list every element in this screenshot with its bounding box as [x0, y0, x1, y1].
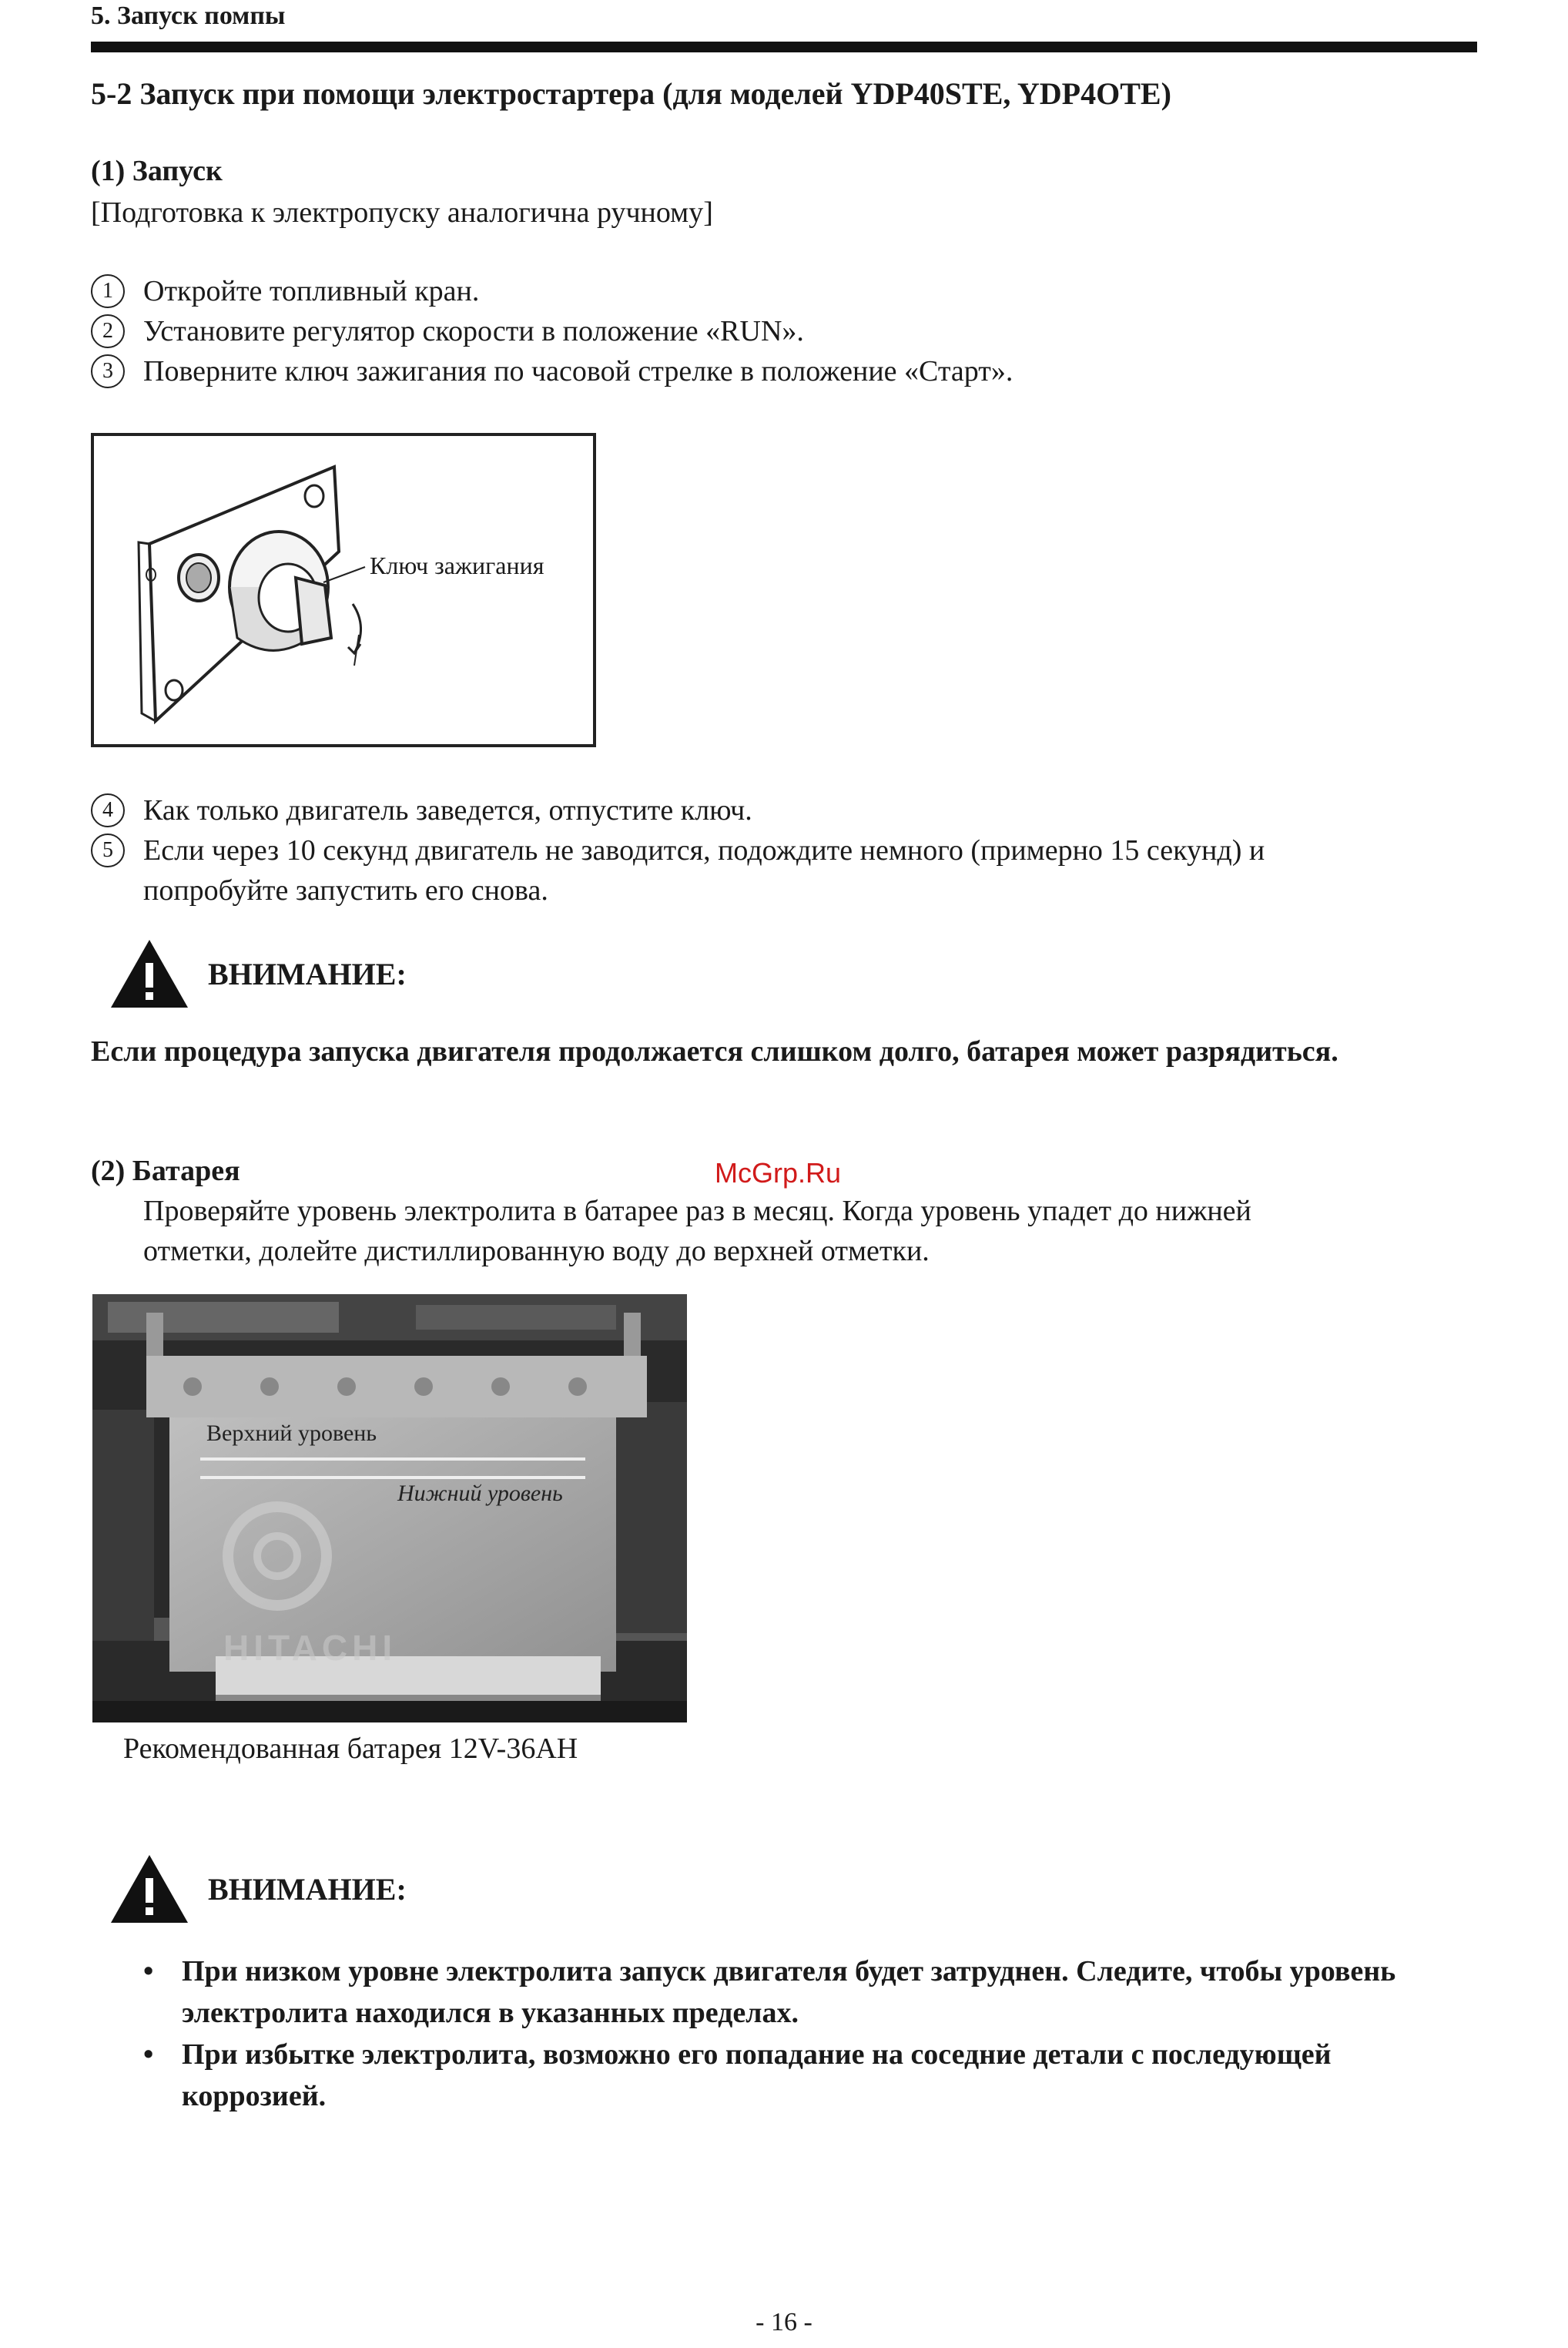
battery-brand-text: HITACHI: [223, 1628, 397, 1668]
step-number: 1: [91, 274, 125, 308]
step-5: [91, 834, 1265, 867]
warning-1-text: Если процедура запуска двигателя продолжается слишком долго, батарея может разрядиться.: [91, 1035, 1338, 1068]
step-number: 2: [91, 314, 125, 348]
battery-text-line-2: отметки, долейте дистиллированную воду до верхней отметки.: [143, 1235, 930, 1267]
step-1: [91, 274, 479, 308]
step-text: Поверните ключ зажигания по часовой стрелке в положение «Старт».: [143, 355, 1014, 387]
step-text: Как только двигатель заведется, отпустите ключ.: [143, 794, 752, 827]
step-number: 5: [91, 834, 125, 867]
step-3: [91, 354, 1013, 388]
ignition-key-figure: [91, 433, 596, 747]
battery-photo: [92, 1294, 687, 1722]
step-5-continuation: попробуйте запустить его снова.: [143, 874, 548, 907]
battery-text-line-1: Проверяйте уровень электролита в батарее раз в месяц. Когда уровень упадет до нижней: [143, 1195, 1251, 1227]
list-item-text: При избытке электролита, возможно его попадание на соседние детали с последующей коррозией.: [182, 2038, 1332, 2112]
lower-level-label: Нижний уровень: [397, 1481, 563, 1506]
watermark: McGrp.Ru: [715, 1157, 842, 1189]
step-text: Откройте топливный кран.: [143, 275, 480, 307]
start-note: [Подготовка к электропуску аналогична ручному]: [91, 196, 713, 229]
page-header-title: 5. Запуск помпы: [91, 2, 286, 30]
warning-triangle-icon: [108, 1852, 191, 1926]
battery-photo-caption: Рекомендованная батарея 12V-36AH: [123, 1732, 578, 1765]
warning-2-header: [108, 1852, 407, 1926]
warning-2-list: [139, 1951, 1479, 2117]
warning-title: ВНИМАНИЕ:: [208, 1871, 407, 1907]
section-title: 5-2 Запуск при помощи электростартера (для моделей YDP40STE, YDP4OTE): [91, 76, 1171, 111]
ignition-key-label: Ключ зажигания: [370, 552, 544, 579]
step-text: Установите регулятор скорости в положение «RUN».: [143, 315, 804, 347]
list-item-text: При низком уровне электролита запуск двигателя будет затруднен. Следите, чтобы уровень электролита находился в указанных пределах.: [182, 1955, 1396, 2029]
warning-1-header: [108, 937, 407, 1011]
step-number: 4: [91, 793, 125, 827]
bullet-icon: •: [143, 2038, 154, 2071]
step-2: [91, 314, 804, 348]
list-item: [139, 1951, 1479, 2034]
header-rule: [91, 42, 1477, 52]
step-number: 3: [91, 354, 125, 388]
list-item: [139, 2034, 1479, 2117]
upper-level-label: Верхний уровень: [206, 1421, 377, 1446]
bullet-icon: •: [143, 1955, 154, 1987]
battery-subtitle: (2) Батарея: [91, 1155, 240, 1187]
step-4: [91, 793, 752, 827]
ignition-key-illustration: [94, 436, 593, 744]
warning-triangle-icon: [108, 937, 191, 1011]
start-subtitle: (1) Запуск: [91, 155, 223, 187]
page-number: - 16 -: [756, 2308, 812, 2336]
warning-title: ВНИМАНИЕ:: [208, 956, 407, 991]
step-text: Если через 10 секунд двигатель не заводится, подождите немного (примерно 15 секунд) и: [143, 834, 1265, 867]
